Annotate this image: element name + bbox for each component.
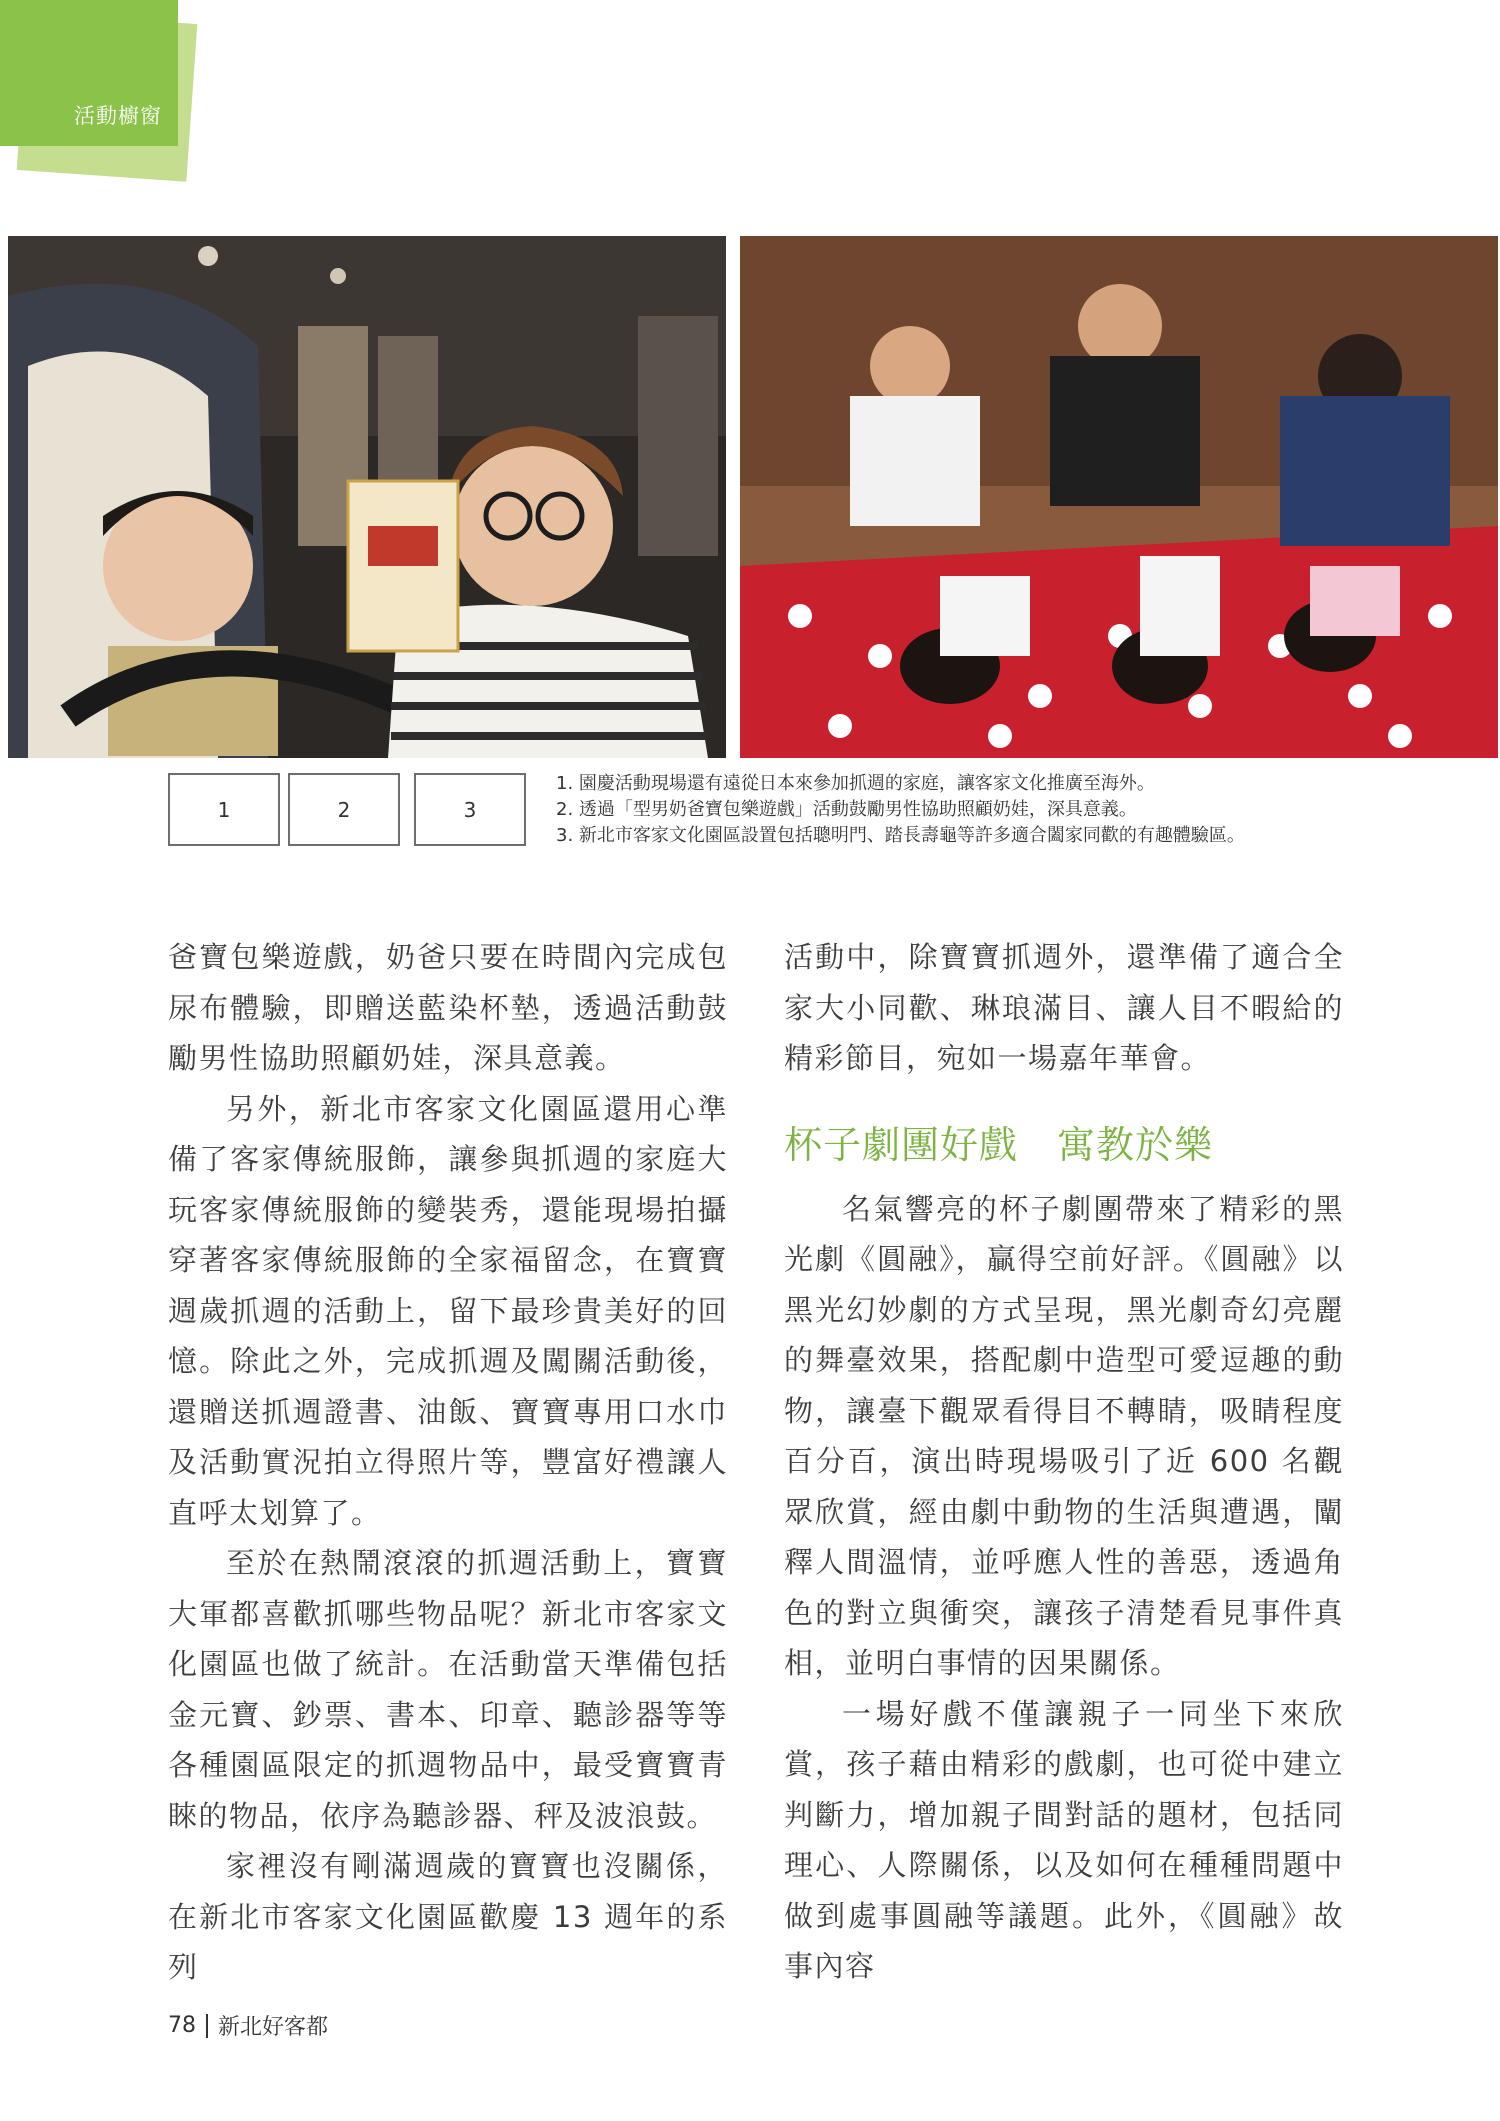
- photo-mother-baby: [8, 236, 726, 758]
- caption-3: 3. 新北市客家文化園區設置包括聰明門、踏長壽龜等許多適合闔家同歡的有趣體驗區。: [556, 825, 1245, 846]
- caption-2: 2. 透過「型男奶爸寶包樂遊戲」活動鼓勵男性協助照顧奶娃，深具意義。: [556, 799, 1137, 820]
- page-number: 78: [168, 2013, 196, 2038]
- left-paragraph-1: 爸寶包樂遊戲，奶爸只要在時間內完成包尿布體驗，即贈送藍染杯墊，透過活動鼓勵男性協助照顧奶娃，深具意義。: [168, 940, 728, 1075]
- left-paragraph-3: 至於在熱鬧滾滾的抓週活動上，寶寶大軍都喜歡抓哪些物品呢？新北市客家文化園區也做了統計。在活動當天準備包括金元寶、鈔票、書本、印章、聽診器等等各種園區限定的抓週物品中，最受寶寶青睞的物品，依序為聽診器、秤及波浪鼓。: [168, 1546, 728, 1833]
- photo-number-box-3: 3: [414, 773, 526, 846]
- caption-1: 1. 園慶活動現場還有遠從日本來參加抓週的家庭，讓客家文化推廣至海外。: [556, 773, 1155, 794]
- photo-captions: [556, 771, 1496, 849]
- footer-divider: [206, 2014, 208, 2038]
- article-right-column: [784, 932, 1344, 1992]
- page-footer: [168, 2010, 328, 2041]
- right-paragraph-1: 名氣響亮的杯子劇團帶來了精彩的黑光劇《圓融》，贏得空前好評。《圓融》以黑光幻妙劇的方式呈現，黑光劇奇幻亮麗的舞臺效果，搭配劇中造型可愛逗趣的動物，讓臺下觀眾看得目不轉睛，吸睛程度百分百，演出時現場吸引了近 600 名觀眾欣賞，經由劇中動物的生活與遭遇，闡釋人間溫情，並呼應人性的善惡，透過角色的對立與衝突，讓孩子清楚看見事件真相，並明白事情的因果關係。: [784, 1191, 1344, 1680]
- magazine-name: 新北好客都: [218, 2015, 329, 2040]
- photo-number-box-1: 1: [168, 773, 280, 846]
- left-paragraph-2: 另外，新北市客家文化園區還用心準備了客家傳統服飾，讓參與抓週的家庭大玩客家傳統服飾的變裝秀，還能現場拍攝穿著客家傳統服飾的全家福留念，在寶寶週歲抓週的活動上，留下最珍貴美好的回憶。除此之外，完成抓週及闖關活動後，還贈送抓週證書、油飯、寶寶專用口水巾及活動實況拍立得照片等，豐富好禮讓人直呼太划算了。: [168, 1091, 728, 1530]
- section-tab-label: 活動櫥窗: [74, 104, 162, 128]
- photo-dads-diaper-game: [740, 236, 1498, 758]
- photo-number-box-2: 2: [288, 773, 400, 846]
- article-left-column: [168, 932, 728, 1993]
- left-paragraph-4: 家裡沒有剛滿週歲的寶寶也沒關係，在新北市客家文化園區歡慶 13 週年的系列: [168, 1849, 728, 1984]
- right-paragraph-2: 一場好戲不僅讓親子一同坐下來欣賞，孩子藉由精彩的戲劇，也可從中建立判斷力，增加親子間對話的題材，包括同理心、人際關係，以及如何在種種問題中做到處事圓融等議題。此外，《圓融》故事內容: [784, 1696, 1344, 1983]
- section-heading: 杯子劇團好戲 寓教於樂: [784, 1122, 1214, 1167]
- right-intro-paragraph: 活動中，除寶寶抓週外，還準備了適合全家大小同歡、琳琅滿目、讓人目不暇給的精彩節目，宛如一場嘉年華會。: [784, 940, 1344, 1075]
